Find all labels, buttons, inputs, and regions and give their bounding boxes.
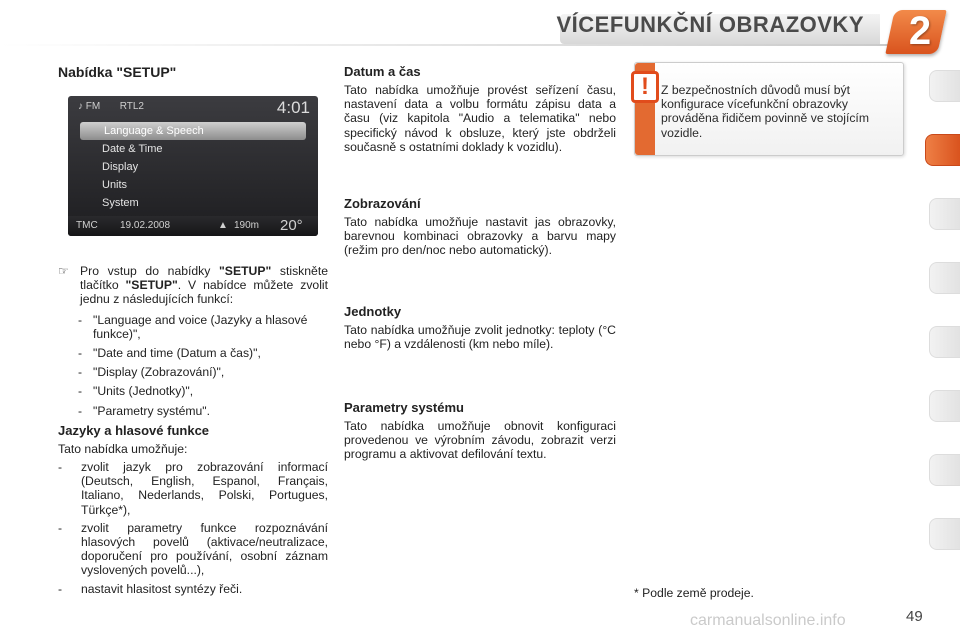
side-tab-8[interactable] — [929, 518, 960, 550]
header-divider — [0, 44, 905, 46]
date-time-text: Tato nabídka umožňuje provést seřízení času, nastavení data a volbu formátu zápisu data a času (viz kapitola "Audio a telematika" nebo specifický návod k obsluze, který jste obdrželi současně s ostatními doklady k vozidlu). — [344, 83, 616, 154]
warning-text: Z bezpečnostních důvodů musí být konfigurace vícefunkční obrazovky prováděna řidičem povinně ve stojícím vozidle. — [661, 83, 869, 140]
chapter-side-tabs — [925, 70, 960, 575]
screen-menu-item-display[interactable]: Display — [102, 161, 139, 173]
intro-text-1: Pro vstup do nabídky — [80, 264, 220, 278]
setup-menu-title: Nabídka "SETUP" — [58, 64, 177, 80]
intro-bold-setup-2: "SETUP" — [125, 278, 178, 293]
pointer-icon: ☞ — [58, 264, 69, 278]
language-section-list — [58, 460, 328, 596]
screen-top-bar — [78, 101, 144, 112]
setup-intro-text — [58, 264, 328, 307]
setup-intro — [58, 264, 328, 418]
system-section — [344, 400, 616, 462]
radio-icon: ♪ — [78, 101, 83, 112]
footnote: * Podle země prodeje. — [634, 586, 754, 600]
chapter-number: 2 — [908, 9, 932, 53]
language-section — [58, 423, 328, 596]
side-tab-2-active[interactable] — [925, 134, 960, 166]
language-section-title: Jazyky a hlasové funkce — [58, 422, 210, 438]
display-section — [344, 196, 616, 258]
side-tab-6[interactable] — [929, 390, 960, 422]
side-tab-4[interactable] — [929, 262, 960, 294]
units-section — [344, 304, 616, 351]
side-tab-3[interactable] — [929, 198, 960, 230]
display-text: Tato nabídka umožňuje nastavit jas obrazovky, barevnou kombinaci obrazovky a barvu mapy (režim pro den/noc nebo automatický). — [344, 215, 616, 258]
intro-text-2: stiskněte tlačítko — [80, 264, 329, 293]
language-item: - zvolit jazyk pro zobrazování informací (Deutsch, English, Espanol, Français, Italiano, Nederlands, Polski, Portugues, Türkçe*), — [58, 460, 328, 517]
language-section-intro: Tato nabídka umožňuje: — [58, 441, 188, 456]
language-item: - zvolit parametry funkce rozpoznávání hlasových povelů (aktivace/neutralizace, doporučení pro používání, osobní záznam vyslovených povelů...), — [58, 521, 328, 578]
screen-status-tmc: TMC — [76, 220, 98, 231]
screen-menu — [80, 122, 306, 212]
warning-icon: ! — [631, 71, 659, 103]
display-title: Zobrazování — [344, 196, 421, 211]
date-time-section — [344, 64, 616, 154]
side-tab-7[interactable] — [929, 454, 960, 486]
page-number: 49 — [906, 608, 923, 625]
intro-text-3: . V nabídce můžete zvolit jednu z následujících funkcí: — [80, 278, 328, 307]
screen-clock: 4:01 — [276, 98, 310, 117]
screen-menu-item-units[interactable]: Units — [102, 179, 128, 191]
setup-options-list — [78, 313, 328, 418]
setup-option: - "Display (Zobrazování)", — [78, 365, 328, 379]
screen-station: RTL2 — [119, 101, 144, 112]
warning-box — [634, 62, 904, 156]
language-item: - nastavit hlasitost syntézy řeči. — [58, 582, 328, 596]
setup-screen-image — [68, 96, 318, 236]
side-tab-1[interactable] — [929, 70, 960, 102]
screen-menu-item-system[interactable]: System — [102, 197, 139, 209]
intro-bold-setup-1: "SETUP" — [219, 264, 272, 278]
chapter-title: VÍCEFUNKČNÍ OBRAZOVKY — [556, 12, 864, 37]
date-time-title: Datum a čas — [344, 64, 421, 79]
navigation-arrow-icon: ▲ — [218, 220, 228, 231]
page-header — [0, 0, 960, 60]
system-text: Tato nabídka umožňuje obnovit konfiguraci provedenou ve výrobním závodu, zobrazit verzi programu a aktivovat defilování textu. — [344, 419, 616, 462]
setup-option: - "Units (Jednotky)", — [78, 384, 328, 398]
units-text: Tato nabídka umožňuje zvolit jednotky: teploty (°C nebo °F) a vzdálenosti (km nebo míle). — [344, 323, 616, 352]
setup-option: - "Language and voice (Jazyky a hlasové funkce)", — [78, 313, 328, 341]
screen-status-bar — [68, 216, 318, 236]
units-title: Jednotky — [344, 304, 402, 319]
screen-menu-item-language[interactable]: Language & Speech — [80, 122, 306, 140]
system-title: Parametry systému — [344, 400, 464, 415]
screen-status-distance: 190m — [234, 220, 260, 231]
watermark: carmanualsonline.info — [690, 612, 846, 629]
screen-source: FM — [85, 101, 101, 112]
setup-option: - "Date and time (Datum a čas)", — [78, 346, 328, 360]
screen-menu-item-date[interactable]: Date & Time — [102, 143, 163, 155]
side-tab-5[interactable] — [929, 326, 960, 358]
setup-option: - "Parametry systému". — [78, 404, 328, 418]
screen-status-temp: 20° — [280, 217, 303, 234]
screen-status-date: 19.02.2008 — [120, 220, 171, 231]
